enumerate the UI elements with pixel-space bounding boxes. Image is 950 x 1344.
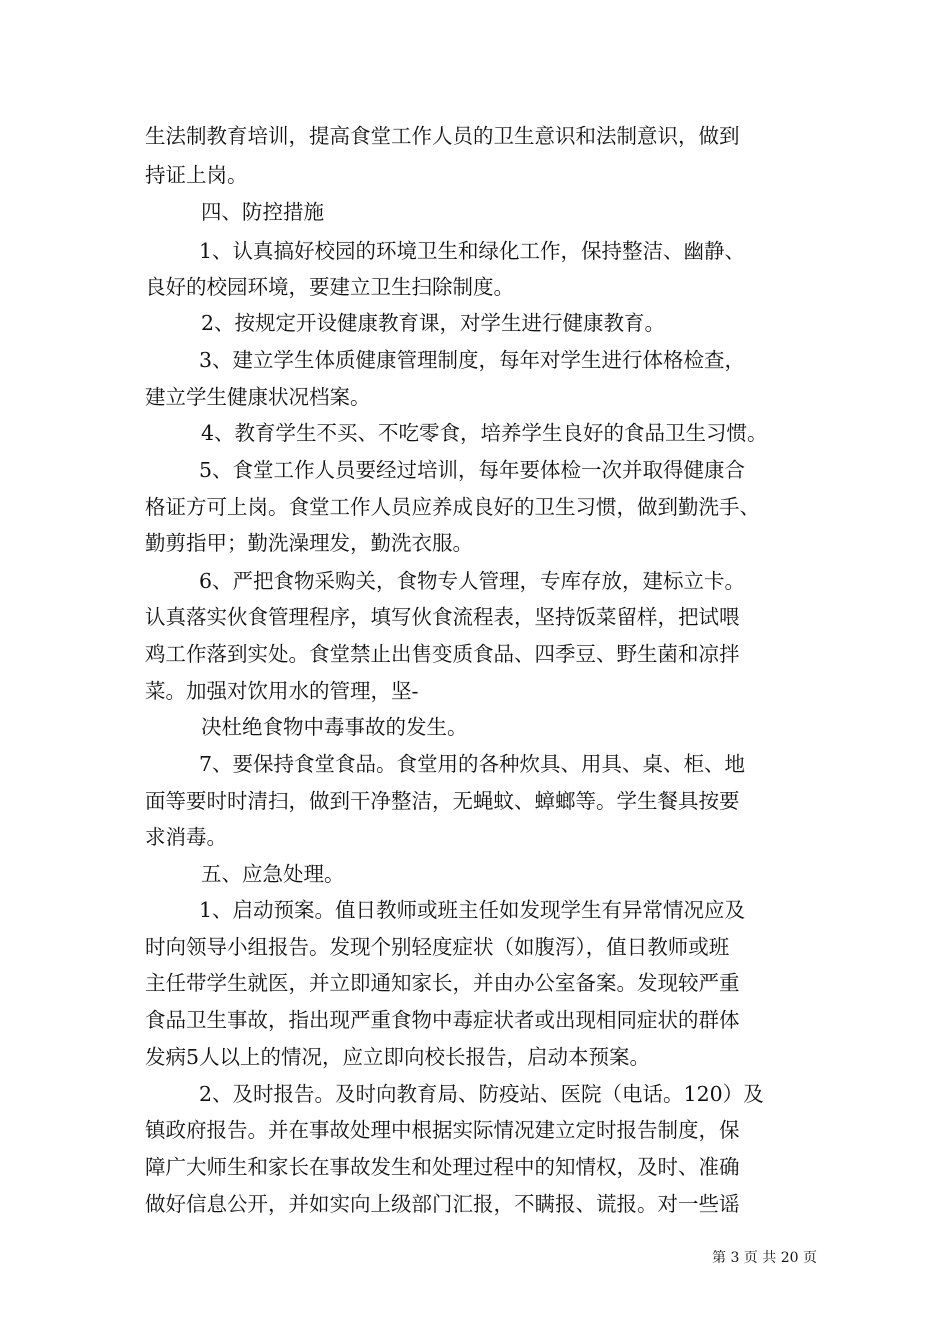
body-text-line: 做好信息公开，并如实向上级部门汇报，不瞒报、谎报。对一些谣 (145, 1192, 740, 1216)
page-number-footer: 第 3 页 共 20 页 (712, 1250, 817, 1266)
body-text-line: 1、认真搞好校园的环境卫生和绿化工作，保持整洁、幽静、 (199, 239, 746, 263)
body-text-line: 2、按规定开设健康教育课，对学生进行健康教育。 (201, 311, 666, 335)
body-text-line: 时向领导小组报告。发现个别轻度症状（如腹泻），值日教师或班 (145, 935, 730, 959)
body-text-line: 3、建立学生体质健康管理制度，每年对学生进行体格检查， (199, 348, 746, 372)
body-text-line: 持证上岗。 (145, 163, 248, 187)
body-text-line: 鸡工作落到实处。食堂禁止出售变质食品、四季豆、野生菌和凉拌 (145, 642, 740, 666)
body-text-line: 1、启动预案。值日教师或班主任如发现学生有异常情况应及 (199, 898, 746, 922)
body-text-line: 勤剪指甲；勤洗澡理发，勤洗衣服。 (145, 531, 473, 555)
body-text-line: 7、要保持食堂食品。食堂用的各种炊具、用具、桌、柜、地 (199, 752, 746, 776)
body-text-line: 主任带学生就医，并立即通知家长，并由办公室备案。发现较严重 (145, 971, 740, 995)
body-text-line: 面等要时时清扫，做到干净整洁，无蝇蚊、蟑螂等。学生餐具按要 (145, 789, 740, 813)
body-text-line: 决杜绝食物中毒事故的发生。 (201, 715, 468, 739)
body-text-line: 求消毒。 (145, 825, 227, 849)
body-text-line: 食品卫生事故，指出现严重食物中毒症状者或出现相同症状的群体 (145, 1008, 740, 1032)
body-text-line: 格证方可上岗。食堂工作人员应养成良好的卫生习惯，做到勤洗手、 (145, 495, 760, 519)
body-text-line: 菜。加强对饮用水的管理，坚- (145, 679, 419, 703)
body-text-line: 障广大师生和家长在事故发生和处理过程中的知情权，及时、准确 (145, 1155, 740, 1179)
body-text-line: 5、食堂工作人员要经过培训，每年要体检一次并取得健康合 (199, 458, 746, 482)
body-text-line: 发病5人以上的情况，应立即向校长报告，启动本预案。 (145, 1045, 651, 1069)
section-heading: 四、防控措施 (201, 200, 324, 224)
body-text-line: 镇政府报告。并在事故处理中根据实际情况建立定时报告制度，保 (145, 1118, 740, 1142)
body-text-line: 4、教育学生不买、不吃零食，培养学生良好的食品卫生习惯。 (201, 421, 768, 445)
body-text-line: 2、及时报告。及时向教育局、防疫站、医院（电话。120）及 (199, 1082, 764, 1106)
section-heading: 五、应急处理。 (201, 862, 345, 886)
body-text-line: 建立学生健康状况档案。 (145, 385, 371, 409)
body-text-line: 6、严把食物采购关，食物专人管理，专库存放，建标立卡。 (199, 569, 746, 593)
body-text-line: 认真落实伙食管理程序，填写伙食流程表，坚持饭菜留样，把试喂 (145, 605, 740, 629)
body-text-line: 生法制教育培训，提高食堂工作人员的卫生意识和法制意识，做到 (145, 124, 740, 148)
body-text-line: 良好的校园环境，要建立卫生扫除制度。 (145, 275, 514, 299)
